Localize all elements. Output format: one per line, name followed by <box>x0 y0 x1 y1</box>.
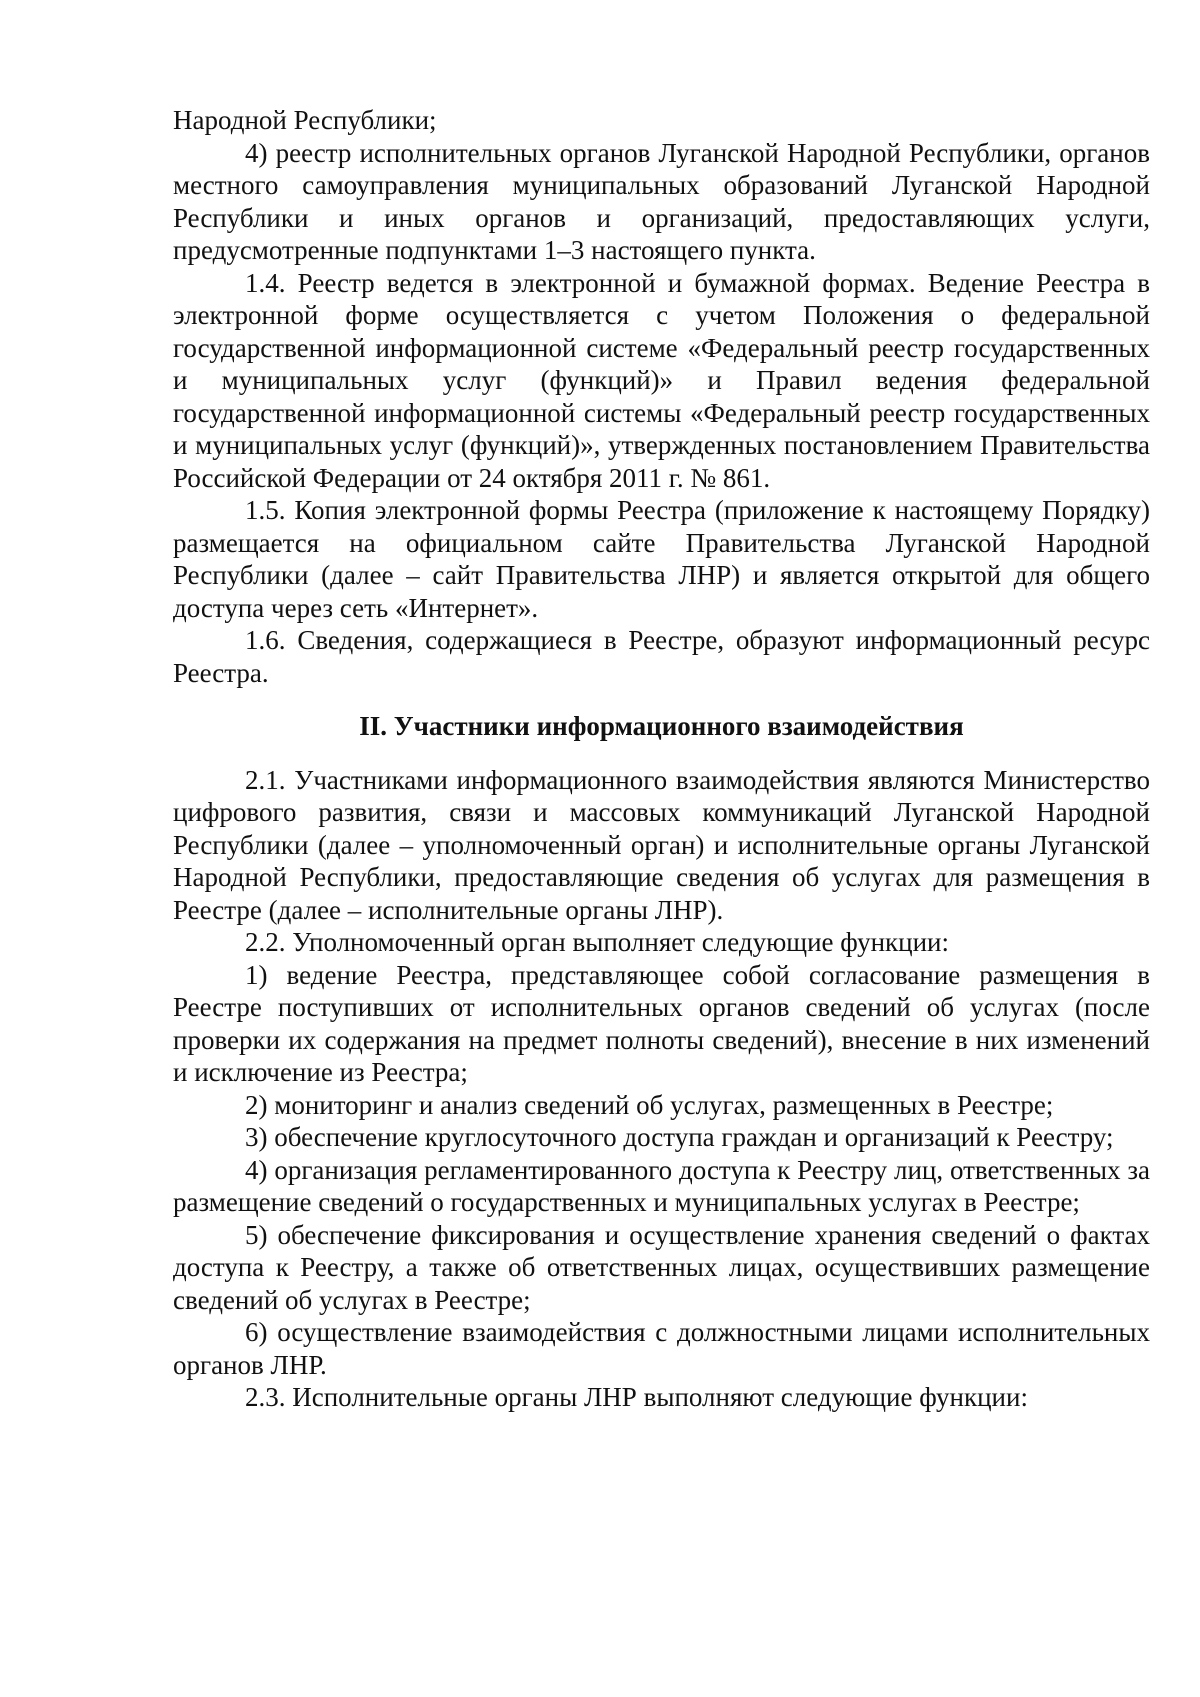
paragraph: 2.3. Исполнительные органы ЛНР выполняют следующие функции: <box>245 1382 1028 1412</box>
paragraph: 2.1. Участниками информационного взаимодействия являются Министерство цифрового развития, связи и массовых коммуникаций Луганской Народной Республики (далее – уполномоченный орган) и исполнительные органы Луганской Народной Республики, предоставляющие сведения об услугах для размещения в Реестре (далее – исполнительные органы ЛНР). <box>173 764 1150 925</box>
paragraph: 1.5. Копия электронной формы Реестра (приложение к настоящему Порядку) размещается на официальном сайте Правительства Луганской Народной Республики (далее – сайт Правительства ЛНР) и является открытой для общего доступа через сеть «Интернет». <box>173 495 1150 623</box>
paragraphs-before <box>173 104 1150 689</box>
paragraph: 1.6. Сведения, содержащиеся в Реестре, образуют информационный ресурс Реестра. <box>173 625 1150 688</box>
paragraph: 2) мониторинг и анализ сведений об услугах, размещенных в Реестре; <box>245 1089 1054 1120</box>
paragraph: Народной Республики; <box>173 105 437 135</box>
paragraph: 2.2. Уполномоченный орган выполняет следующие функции: <box>245 927 950 957</box>
paragraph: 1) ведение Реестра, представляющее собой согласование размещения в Реестре поступивших от исполнительных органов сведений об услугах (после проверки их содержания на предмет полноты сведений), внесение в них изменений и исключение из Реестра; <box>173 959 1150 1087</box>
document-page <box>173 104 1150 1414</box>
paragraph: 5) обеспечение фиксирования и осуществление хранения сведений о фактах доступа к Реестру, а также об ответственных лицах, осуществивших размещение сведений об услугах в Реестре; <box>173 1219 1150 1315</box>
paragraph: 3) обеспечение круглосуточного доступа граждан и организаций к Реестру; <box>245 1122 1114 1152</box>
paragraph: 6) осуществление взаимодействия с должностными лицами исполнительных органов ЛНР. <box>173 1317 1150 1380</box>
paragraph: 4) реестр исполнительных органов Луганской Народной Республики, органов местного самоуправления муниципальных образований Луганской Народной Республики и иных органов и организаций, предоставляющих услуги, предусмотренные подпунктами 1–3 настоящего пункта. <box>173 137 1150 265</box>
section-heading: II. Участники информационного взаимодействия <box>359 711 964 741</box>
paragraph: 1.4. Реестр ведется в электронной и бумажной формах. Ведение Реестра в электронной форме осуществляется с учетом Положения о федеральной государственной информационной системе «Федеральный реестр государственных и муниципальных услуг (функций)» и Правил ведения федеральной государственной информационной системы «Федеральный реестр государственных и муниципальных услуг (функций)», утвержденных постановлением Правительства Российской Федерации от 24 октября 2011 г. № 861. <box>173 267 1150 493</box>
paragraph: 4) организация регламентированного доступа к Реестру лиц, ответственных за размещение сведений о государственных и муниципальных услугах в Реестре; <box>173 1154 1150 1217</box>
paragraphs-after <box>173 764 1150 1414</box>
